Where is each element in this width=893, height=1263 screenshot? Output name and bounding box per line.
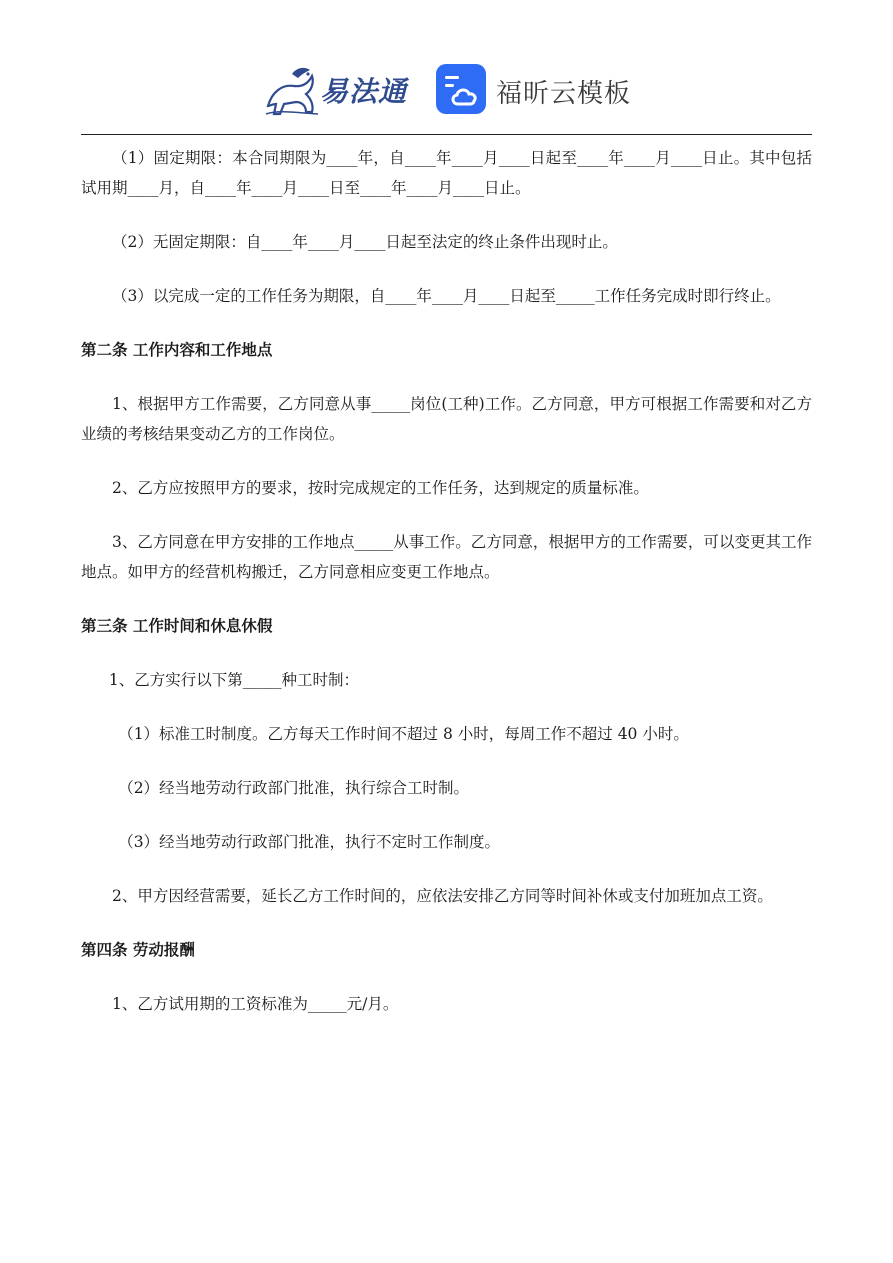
paragraph-overtime: 2、甲方因经营需要，延长乙方工作时间的，应依法安排乙方同等时间补休或支付加班加点工资。 bbox=[112, 887, 773, 905]
yifatong-logo bbox=[262, 62, 422, 118]
paragraph-task-quality: 2、乙方应按照甲方的要求，按时完成规定的工作任务，达到规定的质量标准。 bbox=[112, 479, 649, 497]
fuxin-logo-text: 福昕云模板 bbox=[496, 79, 632, 109]
header-divider bbox=[81, 134, 812, 135]
paragraph-job-content: 1、根据甲方工作需要，乙方同意从事_____岗位(工种)工作。乙方同意，甲方可根据工作需要和对乙方业绩的考核结果变动乙方的工作岗位。 bbox=[81, 395, 812, 443]
heading-article-2: 第二条 工作内容和工作地点 bbox=[81, 341, 273, 359]
heading-article-3: 第三条 工作时间和休息休假 bbox=[81, 617, 273, 635]
paragraph-fixed-term: （1）固定期限：本合同期限为____年，自____年____月____日起至____年____月____日止。其中包括试用期____月，自____年____月____日至____年____月____日止。 bbox=[81, 149, 812, 197]
paragraph-unfixed-term: （2）无固定期限：自____年____月____日起至法定的终止条件出现时止。 bbox=[112, 233, 618, 251]
cloud-document-icon bbox=[436, 64, 486, 114]
paragraph-flexible-hours: （3）经当地劳动行政部门批准，执行不定时工作制度。 bbox=[118, 833, 501, 851]
paragraph-task-term: （3）以完成一定的工作任务为期限，自____年____月____日起至_____工作任务完成时即行终止。 bbox=[112, 287, 781, 305]
paragraph-probation-salary: 1、乙方试用期的工资标准为_____元/月。 bbox=[112, 995, 399, 1013]
yifatong-logo-text: 易法通 bbox=[320, 75, 408, 108]
document-body bbox=[81, 143, 812, 1019]
page-header bbox=[0, 58, 893, 124]
heading-article-4: 第四条 劳动报酬 bbox=[81, 941, 195, 959]
paragraph-comprehensive-hours: （2）经当地劳动行政部门批准，执行综合工时制。 bbox=[118, 779, 470, 797]
paragraph-work-hours-system: 1、乙方实行以下第_____种工时制： bbox=[108, 671, 360, 689]
fuxin-logo bbox=[436, 64, 636, 118]
paragraph-work-location: 3、乙方同意在甲方安排的工作地点_____从事工作。乙方同意，根据甲方的工作需要，可以变更其工作地点。如甲方的经营机构搬迁，乙方同意相应变更工作地点。 bbox=[81, 533, 812, 581]
paragraph-standard-hours: （1）标准工时制度。乙方每天工作时间不超过 8 小时，每周工作不超过 40 小时。 bbox=[118, 725, 689, 743]
qilin-logo-icon bbox=[262, 62, 322, 118]
